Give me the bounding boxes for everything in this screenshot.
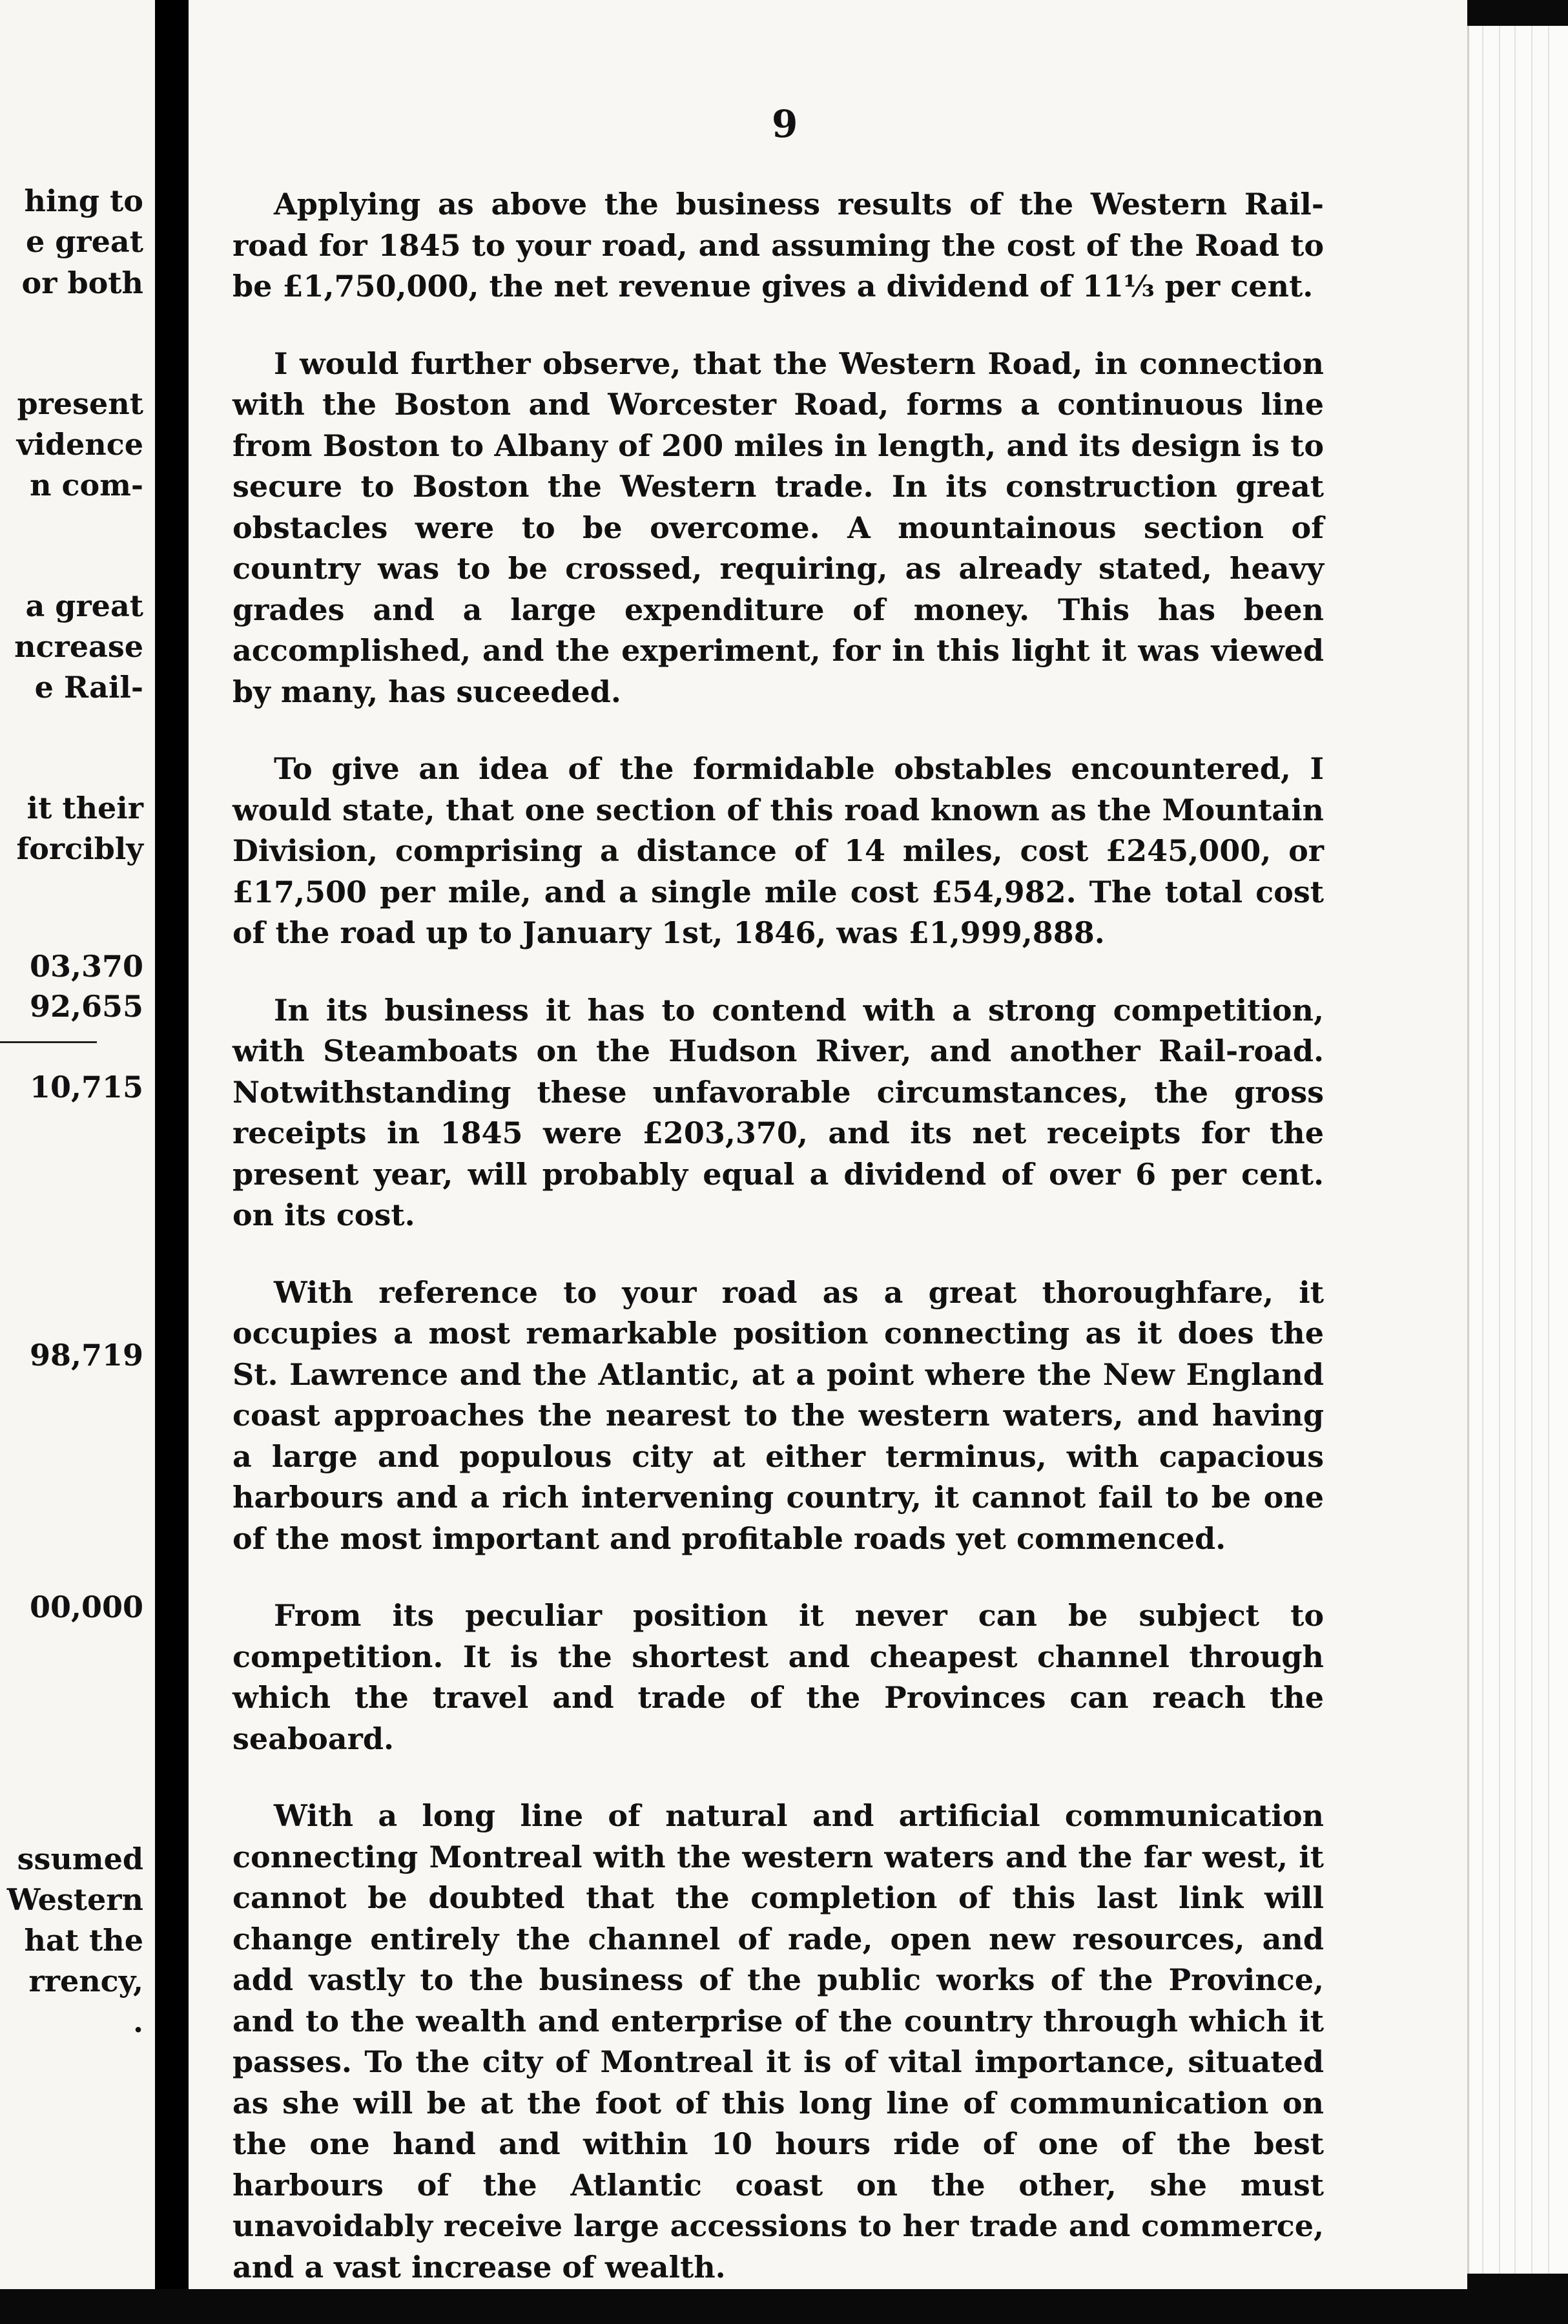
page-edge-stack bbox=[1467, 26, 1568, 2274]
book-gutter bbox=[155, 0, 189, 2289]
paragraph: Applying as above the business results of the Western Rail-road for 1845 to your road, and assuming the cost of the Road to be £1,750,000, the net revenue gives a dividend of 11⅓ per cent. bbox=[232, 187, 1324, 304]
paragraph: To give an idea of the formidable obstables encountered, I would state, that one section of this road known as the Mountain Division, comprising a distance of 14 miles, cost £245,000, or £17,500 per mile, and a single mile cost £54,982. The total cost of the road up to January 1st, 1846, was £1,999,888. bbox=[232, 751, 1324, 950]
facing-line: ncrease bbox=[14, 629, 143, 664]
facing-line: . bbox=[132, 2004, 143, 2039]
facing-line: hat the bbox=[24, 1923, 143, 1958]
facing-line: Western bbox=[6, 1882, 143, 1917]
facing-line: 00,000 bbox=[29, 1590, 143, 1624]
facing-line: 03,370 bbox=[29, 949, 143, 984]
facing-line: vidence bbox=[16, 427, 143, 462]
facing-line: 98,719 bbox=[29, 1338, 143, 1373]
facing-line: present bbox=[17, 386, 143, 421]
facing-page bbox=[0, 0, 155, 2289]
facing-line: e great bbox=[25, 224, 143, 259]
facing-line: n com- bbox=[30, 468, 143, 503]
facing-line: e Rail- bbox=[34, 670, 143, 705]
paragraph: From its peculiar position it never can be subject to competition. It is the shortest and cheapest channel through which the travel and trade of the Provinces can reach the seaboard. bbox=[232, 1598, 1324, 1756]
page-number: 9 bbox=[772, 102, 798, 146]
facing-line: it their bbox=[26, 791, 143, 825]
facing-line: or both bbox=[21, 265, 143, 300]
facing-line: 92,655 bbox=[29, 989, 143, 1024]
facing-line: ssumed bbox=[17, 1842, 143, 1876]
paragraph: I would further observe, that the Western Road, in connection with the Boston and Worcester Road, forms a continuous line from Boston to Albany of 200 miles in length, and its design is to secure to Boston the Western trade. In its construction great obstacles were to be overcome. A mountainous section of country was to be crossed, requiring, as already stated, heavy grades and a large expenditure of money. This has been accomplished, and the experiment, for in this light it was viewed by many, has suceeded. bbox=[232, 346, 1324, 709]
paragraph: With reference to your road as a great thoroughfare, it occupies a most remarkable position connecting as it does the St. Lawrence and the Atlantic, at a point where the New England coast approaches the nearest to the western waters, and having a large and populous city at either terminus, with capacious harbours and a rich intervening country, it cannot fail to be one of the most important and profitable roads yet commenced. bbox=[232, 1274, 1324, 1556]
facing-line: a great bbox=[25, 588, 143, 623]
facing-line: rrency, bbox=[28, 1964, 143, 1998]
paragraph: In its business it has to contend with a strong competition, with Steamboats on the Hudson River, and another Rail-road. Notwithstanding these unfavorable circumstances, the gross receipts in 1845 were £203,370, and its net receipts for the present year, will probably equal a dividend of over 6 per cent. on its cost. bbox=[232, 992, 1324, 1232]
paragraph: With a long line of natural and artificial communication connecting Montreal with the western waters and the far west, it cannot be doubted that the completion of this last link will change entirely the channel of rade, open new resources, and add vastly to the business of the public works of the Province, and to the wealth and enterprise of the country through which it passes. To the city of Montreal it is of vital importance, situated as she will be at the foot of this long line of communication on the one hand and within 10 hours ride of one of the best harbours of the Atlantic coast on the other, she must unavoidably receive large accessions to her trade and commerce, and a vast increase of wealth. bbox=[232, 1798, 1324, 2285]
page-body bbox=[232, 184, 1324, 2324]
sum-rule bbox=[0, 1041, 97, 1043]
facing-line: 10,715 bbox=[29, 1070, 143, 1105]
facing-line: hing to bbox=[24, 183, 143, 218]
facing-line: forcibly bbox=[16, 831, 143, 866]
